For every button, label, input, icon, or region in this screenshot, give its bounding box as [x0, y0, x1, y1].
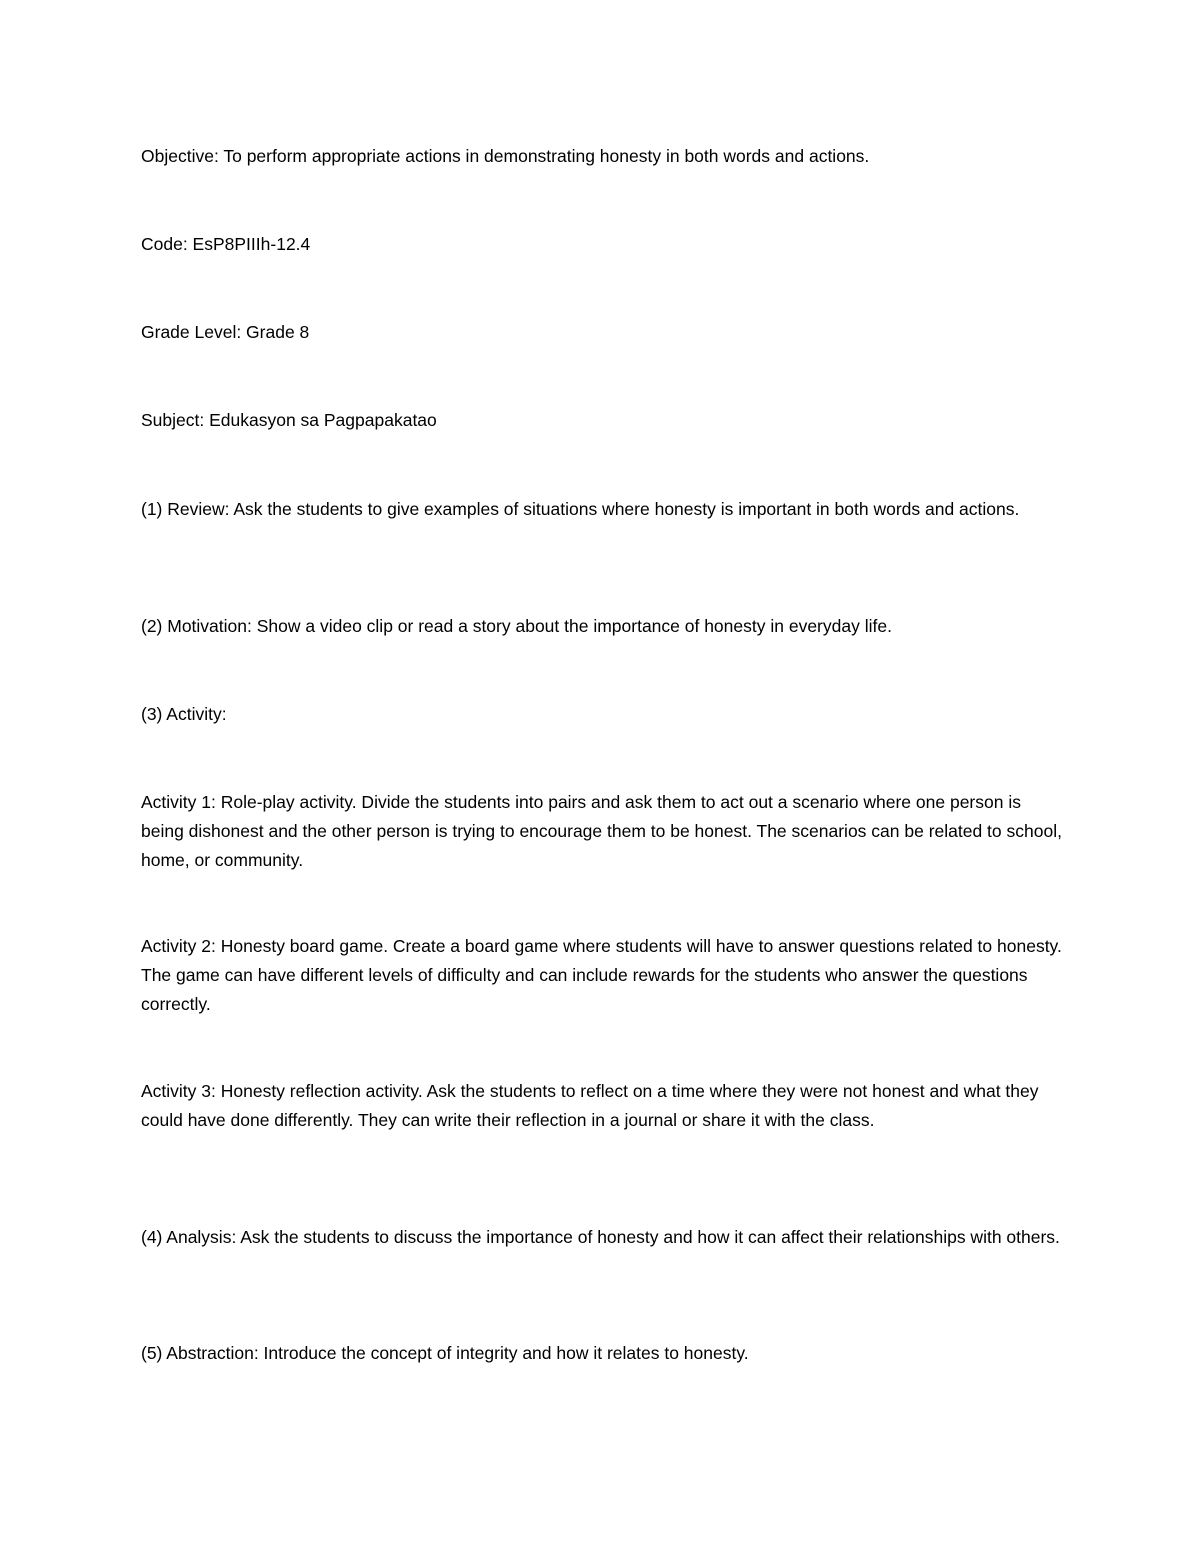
activity-1-paragraph: Activity 1: Role-play activity. Divide the students into pairs and ask them to act out a scenario where one person is being dishonest and the other person is trying to encourage them to be honest. The scenarios can be related to school, home, or community. — [141, 792, 1062, 870]
subject-text: Subject: Edukasyon sa Pagpapakatao — [141, 410, 437, 430]
activity-2-paragraph: Activity 2: Honesty board game. Create a board game where students will have to answer questions related to honesty. The game can have different levels of difficulty and can include rewards for the students who answer the questions correctly. — [141, 936, 1062, 1014]
activity-heading: (3) Activity: — [141, 704, 227, 724]
review-paragraph: (1) Review: Ask the students to give examples of situations where honesty is important in both words and actions. — [141, 499, 1020, 519]
code-text: Code: EsP8PIIIh-12.4 — [141, 234, 311, 254]
analysis-paragraph: (4) Analysis: Ask the students to discuss the importance of honesty and how it can affect their relationships with others. — [141, 1227, 1060, 1247]
activity-3-paragraph: Activity 3: Honesty reflection activity. Ask the students to reflect on a time where they were not honest and what they could have done differently. They can write their reflection in a journal or share it with the class. — [141, 1081, 1039, 1130]
grade-level-text: Grade Level: Grade 8 — [141, 322, 310, 342]
abstraction-paragraph: (5) Abstraction: Introduce the concept of integrity and how it relates to honesty. — [141, 1343, 749, 1363]
objective-text: Objective: To perform appropriate actions in demonstrating honesty in both words and actions. — [141, 146, 870, 166]
motivation-paragraph: (2) Motivation: Show a video clip or read a story about the importance of honesty in everyday life. — [141, 616, 892, 636]
